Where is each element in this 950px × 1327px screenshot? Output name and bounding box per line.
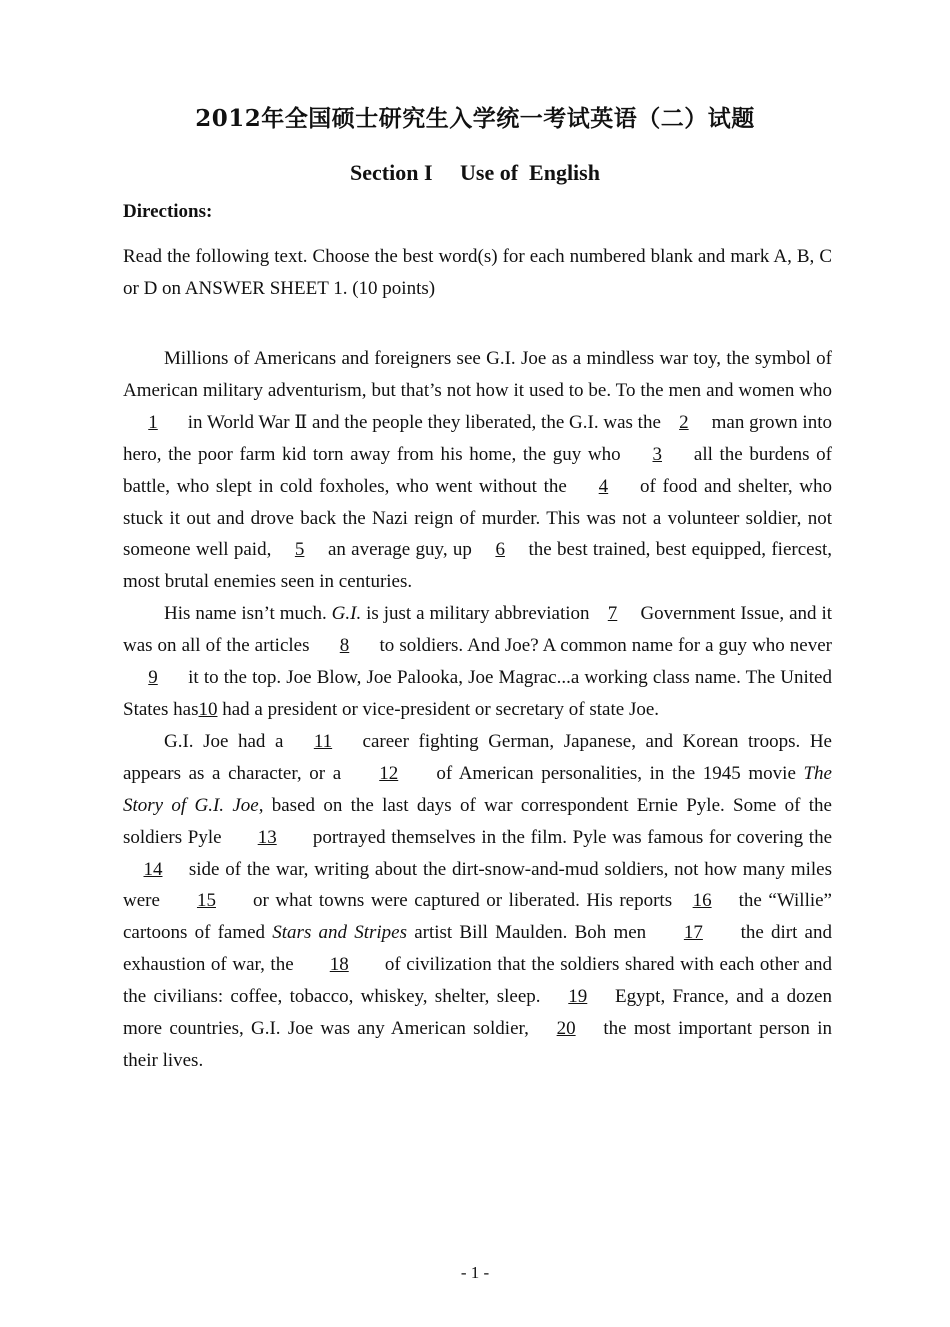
page-title: 2012年全国硕士研究生入学统一考试英语（二）试题 bbox=[195, 105, 755, 132]
blank-2: 2 bbox=[679, 411, 689, 433]
section-heading: Section I Use of English bbox=[350, 160, 600, 185]
text-run: of civilization that the soldiers shared with each other and the civilians: coffee, tobacco, whiskey, shelter, sleep. bbox=[123, 954, 832, 1008]
text-run: or what towns were captured or liberated. His reports bbox=[246, 890, 673, 912]
text-run: portrayed themselves in the film. Pyle was famous for covering the bbox=[307, 826, 833, 848]
text-run: artist Bill Maulden. Boh men bbox=[407, 922, 654, 944]
blank-3: 3 bbox=[652, 443, 662, 465]
blank-5: 5 bbox=[294, 539, 305, 561]
blank-9: 9 bbox=[148, 667, 158, 689]
blank-20: 20 bbox=[556, 1018, 576, 1040]
blank-17: 17 bbox=[683, 922, 703, 944]
text-run: the best trained, best equipped, fiercest, most brutal enemies seen in centuries. bbox=[123, 539, 832, 593]
blank-18: 18 bbox=[329, 954, 349, 976]
text-run: the “Willie” cartoons of famed bbox=[123, 890, 832, 944]
blank-8: 8 bbox=[339, 635, 350, 657]
text-run: G.I. Joe had a bbox=[164, 730, 293, 752]
blank-12: 12 bbox=[379, 762, 399, 784]
blank-16: 16 bbox=[692, 890, 712, 912]
text-run: of food and shelter, who stuck it out and drove back the Nazi reign of murder. This was not a volunteer soldier, not someone well paid, bbox=[123, 475, 832, 561]
blank-6: 6 bbox=[495, 539, 505, 561]
text-run: to soldiers. And Joe? A common name for a guy who never bbox=[374, 635, 832, 657]
blank-10: 10 bbox=[198, 698, 218, 720]
newspaper-title: Stars and Stripes bbox=[272, 922, 408, 944]
text-run: had a president or vice-president or secretary of state Joe. bbox=[217, 698, 660, 720]
text-run: career fighting German, Japanese, and Korean troops. He appears as a character, or a bbox=[123, 730, 832, 784]
blank-1: 1 bbox=[148, 411, 158, 433]
passage-paragraph-2 bbox=[123, 598, 832, 726]
text-run: Egypt, France, and a dozen more countries, G.I. Joe was any American soldier, bbox=[123, 986, 832, 1040]
text-run: Government Issue, and it was on all of the articles bbox=[123, 603, 832, 657]
movie-title: The Story of G.I. Joe bbox=[123, 762, 832, 816]
blank-15: 15 bbox=[196, 890, 216, 912]
blank-14: 14 bbox=[143, 858, 163, 880]
text-run: of American personalities, in the 1945 movie bbox=[428, 762, 804, 784]
text-run: Millions of Americans and foreigners see G.I. Joe as a mindless war toy, the symbol of American military adventurism, but that’s not how it used to be. To the men and women who bbox=[123, 348, 832, 401]
blank-13: 13 bbox=[257, 826, 277, 848]
text-run: an average guy, up bbox=[322, 539, 478, 561]
text-run: , based on the last days of war correspondent Ernie Pyle. Some of the soldiers Pyle bbox=[123, 794, 832, 848]
passage bbox=[123, 343, 832, 1077]
text-run: side of the war, writing about the dirt-snow-and-mud soldiers, not how many miles were bbox=[123, 858, 832, 912]
text-run: His name isn’t much. bbox=[164, 603, 332, 625]
italic-term: G.I. bbox=[331, 603, 362, 625]
blank-7: 7 bbox=[607, 603, 618, 625]
text-run: all the burdens of battle, who slept in cold foxholes, who went without the bbox=[123, 443, 833, 497]
text-run: it to the top. Joe Blow, Joe Palooka, Joe Magrac...a working class name. The United States has bbox=[123, 667, 832, 720]
blank-19: 19 bbox=[568, 986, 588, 1008]
blank-4: 4 bbox=[598, 475, 609, 497]
text-run: man grown into hero, the poor farm kid torn away from his home, the guy who bbox=[123, 411, 832, 465]
directions-label: Directions: bbox=[123, 201, 213, 222]
text-run: the most important person in their lives. bbox=[123, 1018, 832, 1071]
blank-11: 11 bbox=[313, 730, 333, 752]
text-run: the dirt and exhaustion of war, the bbox=[123, 922, 832, 976]
text-run: in World War Ⅱ and the people they liberated, the G.I. was the bbox=[183, 411, 661, 433]
passage-paragraph-1 bbox=[123, 343, 832, 598]
passage-paragraph-3 bbox=[123, 726, 832, 1077]
page-number: - 1 - bbox=[460, 1263, 490, 1282]
directions-text: Read the following text. Choose the best word(s) for each numbered blank and mark A, B, C or D on ANSWER SHEET 1. (10 points) bbox=[123, 246, 832, 299]
text-run: is just a military abbreviation bbox=[361, 603, 590, 625]
